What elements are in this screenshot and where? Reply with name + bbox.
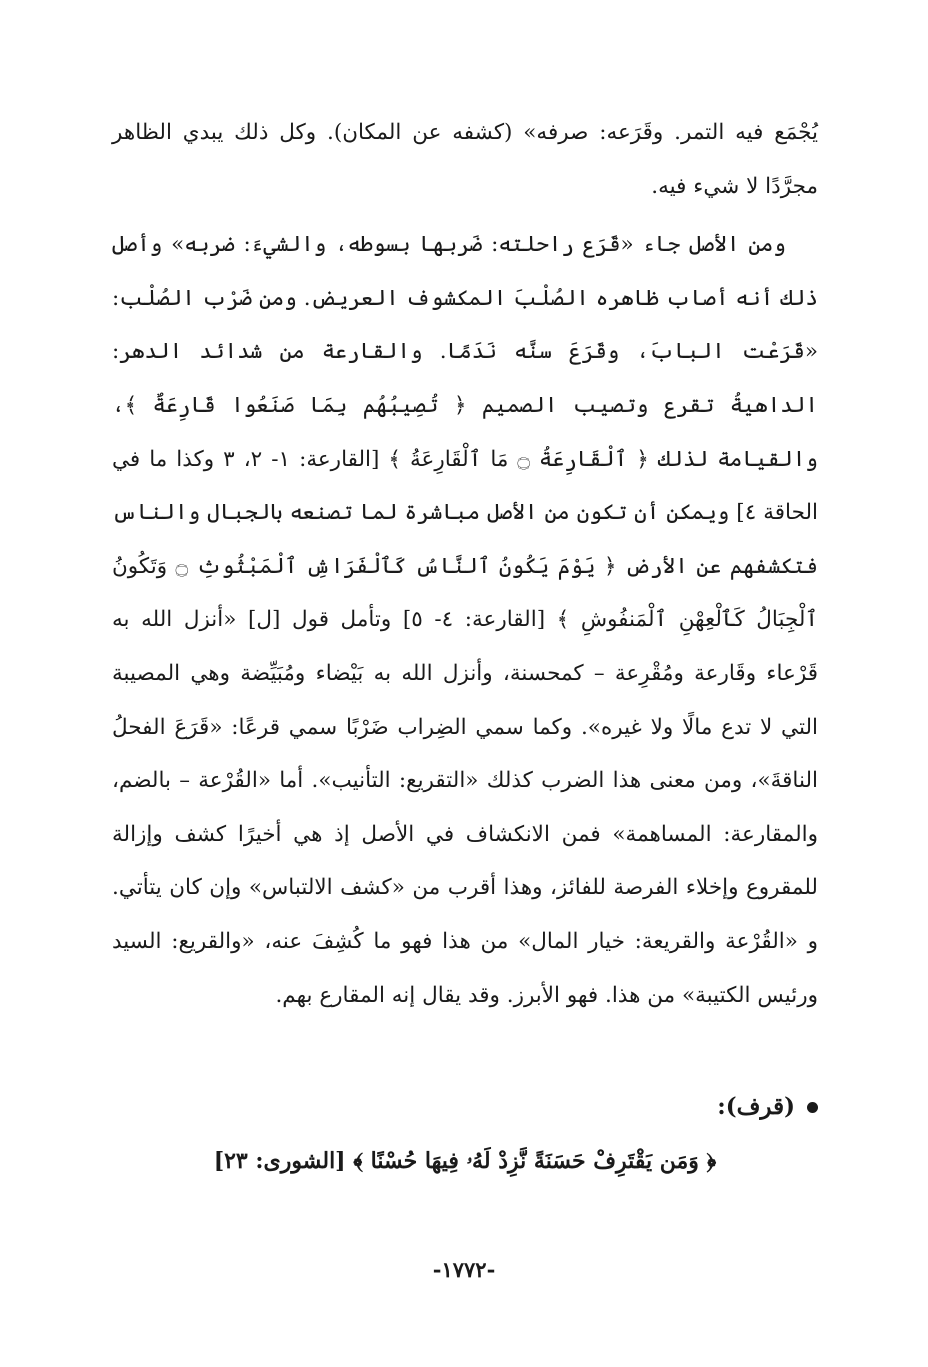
body-text: [112, 106, 818, 1022]
paragraph-1: يُجْمَع فيه التمر. وقَرَعه: صرفه» (كشفه عن المكان). وكل ذلك يبدي الظاهر مجرَّدًا لا شيء فيه.: [112, 120, 818, 199]
section-heading-label: (قرف):: [717, 1093, 795, 1120]
bullet-icon: [807, 1102, 818, 1113]
section-heading: [717, 1080, 818, 1134]
page-number: -١٧٧٢-: [432, 1257, 496, 1282]
paragraph-2: ومن الأصل جاء «قَرَع راحلته: ضَربها بسوطه، والشيءَ: ضربه» وأصل ذلك أنه أصاب ظاهره الصُلْبَ المكشوف العريض. ومن ضَرْب الصُلْب: «قَرَعْت البابَ، وقَرَعَ سنَّه نَدَمًا. والقارعة من شدائد الدهر: الداهيةُ تقرع وتصيب الصميم ﴿ تُصِيبُهُم بِمَا صَنَعُوا قَارِعَةٌ ﴾، والقيامة لذلك ﴿ ٱلْقَارِعَةُ ۝ مَا ٱلْقَارِعَةُ ﴾ [القارعة: ١- ٢، ٣ وكذا ما في الحاقة ٤] ويمكن أن تكون من الأصل مباشرة لما تصنعه بالجبال والناس فتكشفهم عن الأرض ﴿ يَوْمَ يَكُونُ ٱلنَّاسُ كَٱلْفَرَاشِ ٱلْمَبْثُوثِ ۝ وَتَكُونُ ٱلْجِبَالُ كَٱلْعِهْنِ ٱلْمَنفُوشِ ﴾ [القارعة: ٤- ٥] وتأمل قول [ل] «أنزل الله به قَرْعاء وقَارعة ومُقْرِعة – كمحسنة، وأنزل الله به بَيْضاء ومُبَيِّضة وهي المصيبة التي لا تدع مالًا ولا غيره». وكما سمي الضِراب ضَرْبًا سمي قرعًا: «قَرَعَ الفحلُ الناقةَ»، ومن معنى هذا الضرب كذلك «التقريع: التأنيب». أما «القُرْعة – بالضم، والمقارعة: المساهمة» فمن الانكشاف في الأصل إذ هي أخيرًا كشف وإزالة للمقروع وإخلاء الفرصة للفائز، وهذا أقرب من «كشف الالتباس» وإن كان يتأتي. و «القُرْعة والقريعة: خيار المال» من هذا فهو ما كُشِفَ عنه، «والقريع: السيد ورئيس الكتيبة» من هذا. فهو الأبرز. وقد يقال إنه المقارع بهم.: [112, 232, 819, 1008]
quran-verse: ﴿ وَمَن يَقْتَرِفْ حَسَنَةً نَّزِدْ لَهُۥ فِيهَا حُسْنًا ﴾ [الشورى: ٢٣]: [213, 1148, 717, 1174]
